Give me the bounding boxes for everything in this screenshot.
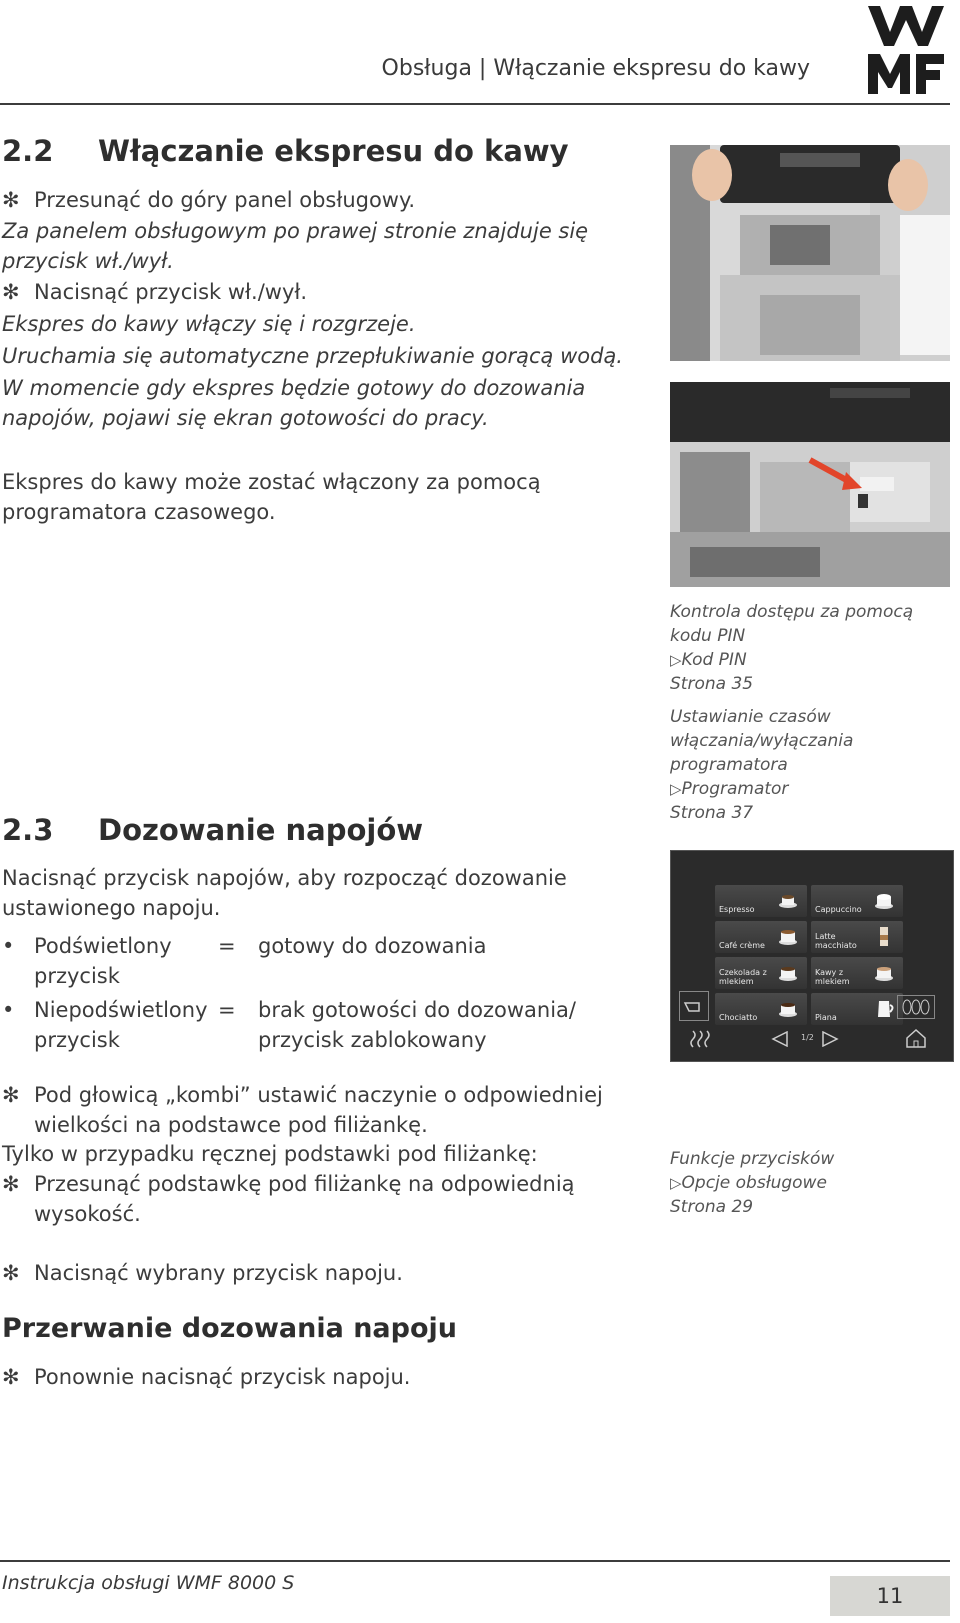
glass-icon (873, 925, 895, 947)
section-number: 2.3 (2, 813, 54, 847)
bullet-desc: gotowy do dozowania (258, 934, 487, 958)
section-title: Włączanie ekspresu do kawy (98, 134, 569, 168)
italic-line: Ekspres do kawy włączy się i rozgrzeje. (2, 312, 416, 336)
step-marker-icon: ✻ (2, 1172, 20, 1196)
bullet-row (2, 931, 487, 961)
italic-line: Uruchamia się automatyczne przepłukiwanie gorącą wodą. (2, 344, 623, 368)
step-line (2, 277, 307, 307)
step-line (2, 1258, 403, 1288)
bullet-term: przycisk (34, 964, 120, 988)
sidenote-ref-label: Programator (681, 779, 789, 799)
sidenote-ref[interactable] (670, 777, 853, 801)
cup-icon (777, 997, 799, 1019)
intro-line: Nacisnąć przycisk napojów, aby rozpocząć dozowanie (2, 866, 567, 890)
bullet-equals: = (218, 934, 236, 958)
italic-line: napojów, pojawi się ekran gotowości do pracy. (2, 406, 489, 430)
beverage-button-cafe-creme[interactable]: Café crème (715, 921, 807, 953)
sidenote-page: Strona 35 (670, 674, 754, 694)
triangle-right-icon: ▷ (670, 1174, 682, 1192)
sidenote-text: Funkcje przycisków (670, 1149, 835, 1169)
prev-arrow-icon[interactable] (771, 1031, 789, 1047)
wmf-logo (866, 2, 946, 98)
intro-line: ustawionego napoju. (2, 896, 221, 920)
photo-power-button (670, 382, 950, 587)
step-text: Nacisnąć wybrany przycisk napoju. (34, 1261, 403, 1285)
step-text: Przesunąć do góry panel obsługowy. (34, 188, 416, 212)
next-arrow-icon[interactable] (821, 1031, 839, 1047)
step-text: Ponownie nacisnąć przycisk napoju. (34, 1365, 411, 1389)
section-2-3-heading (2, 813, 423, 847)
triangle-right-icon: ▷ (670, 651, 682, 669)
cup-icon (777, 925, 799, 947)
cup-icon (777, 961, 799, 983)
bullet-term: Niepodświetlony (34, 998, 208, 1022)
beverage-button-piana[interactable]: Piana (811, 993, 903, 1025)
beverage-button-kawy-z-mlekiem[interactable]: Kawy z mlekiem (811, 957, 903, 989)
bullet-term: Podświetlony (34, 934, 172, 958)
milk-jug-icon (873, 997, 895, 1019)
step-text: Przesunąć podstawkę pod filiżankę na odpowiednią (34, 1172, 575, 1196)
sidenote-ref-label: Opcje obsługowe (681, 1173, 827, 1193)
sidenote-functions (670, 1147, 834, 1219)
bullet-term: przycisk (34, 1028, 120, 1052)
step-line (2, 1080, 603, 1110)
section-number: 2.2 (2, 134, 54, 168)
cup-icon (873, 889, 895, 911)
step-marker-icon: ✻ (2, 1365, 20, 1389)
step-marker-icon: ✻ (2, 1261, 20, 1285)
page-number: 11 (830, 1576, 950, 1616)
sidenote-page: Strona 29 (670, 1197, 754, 1217)
step-marker-icon: ✻ (2, 1083, 20, 1107)
bullet-desc: brak gotowości do dozowania/ (258, 998, 576, 1022)
beans-icon[interactable] (897, 995, 935, 1019)
italic-line: W momencie gdy ekspres będzie gotowy do dozowania (2, 376, 586, 400)
bullet-dot-icon: • (2, 934, 15, 958)
section-2-2-heading (2, 134, 569, 168)
cup-icon (873, 961, 895, 983)
step-line (2, 1169, 575, 1199)
sidenote-text: Kontrola dostępu za pomocą (670, 602, 914, 622)
bullet-dot-icon: • (2, 998, 15, 1022)
sidenote-text: włączania/wyłączania (670, 731, 854, 751)
beverage-button-espresso[interactable]: Espresso (715, 885, 807, 917)
indent-line: wielkości na podstawce pod filiżankę. (34, 1113, 428, 1137)
sidenote-ref-label: Kod PIN (681, 650, 747, 670)
home-icon[interactable] (905, 1027, 927, 1049)
cup-holder-icon[interactable] (679, 991, 709, 1021)
photo-raising-panel (670, 145, 950, 361)
step-marker-icon: ✻ (2, 188, 20, 212)
beverage-button-cappuccino[interactable]: Cappuccino (811, 885, 903, 917)
section-title: Dozowanie napojów (98, 813, 424, 847)
sidenote-timer (670, 705, 853, 825)
italic-line: Za panelem obsługowym po prawej stronie znajduje się (2, 219, 589, 243)
bullet-equals: = (218, 998, 236, 1022)
beverage-button-chociatto[interactable]: Chociatto (715, 993, 807, 1025)
beverage-button-czekolada[interactable]: Czekolada z mlekiem (715, 957, 807, 989)
sidenote-ref[interactable] (670, 1171, 834, 1195)
interrupt-heading: Przerwanie dozowania napoju (2, 1313, 457, 1344)
pager-indicator: 1/2 (801, 1033, 814, 1042)
footer-rule (0, 1560, 950, 1562)
plain-line: Tylko w przypadku ręcznej podstawki pod filiżankę: (2, 1142, 538, 1166)
sidenote-pin (670, 600, 913, 696)
sidenote-page: Strona 37 (670, 803, 754, 823)
bullet-row (2, 995, 576, 1025)
sidenote-text: kodu PIN (670, 626, 746, 646)
triangle-right-icon: ▷ (670, 780, 682, 798)
steam-icon[interactable] (689, 1029, 711, 1049)
step-text: Nacisnąć przycisk wł./wył. (34, 280, 308, 304)
footer-title: Instrukcja obsługi WMF 8000 S (2, 1572, 295, 1594)
note-line: Ekspres do kawy może zostać włączony za pomocą (2, 470, 541, 494)
bullet-row-continued (2, 1025, 487, 1055)
sidenote-text: Ustawianie czasów (670, 707, 831, 727)
step-text: Pod głowicą „kombi” ustawić naczynie o odpowiedniej (34, 1083, 603, 1107)
bullet-row-continued (2, 961, 120, 991)
beverage-screen (670, 850, 954, 1062)
step-marker-icon: ✻ (2, 280, 20, 304)
cup-icon (777, 889, 799, 911)
bullet-desc: przycisk zablokowany (258, 1028, 487, 1052)
step-line (2, 1362, 410, 1392)
note-line: programatora czasowego. (2, 500, 276, 524)
page-header-title: Obsługa | Włączanie ekspresu do kawy (381, 56, 810, 81)
header-rule (0, 103, 950, 105)
indent-line: wysokość. (34, 1202, 141, 1226)
beverage-button-latte-macchiato[interactable]: Latte macchiato (811, 921, 903, 953)
sidenote-ref[interactable] (670, 648, 913, 672)
sidenote-text: programatora (670, 755, 788, 775)
step-line (2, 185, 415, 215)
italic-line: przycisk wł./wył. (2, 249, 174, 273)
